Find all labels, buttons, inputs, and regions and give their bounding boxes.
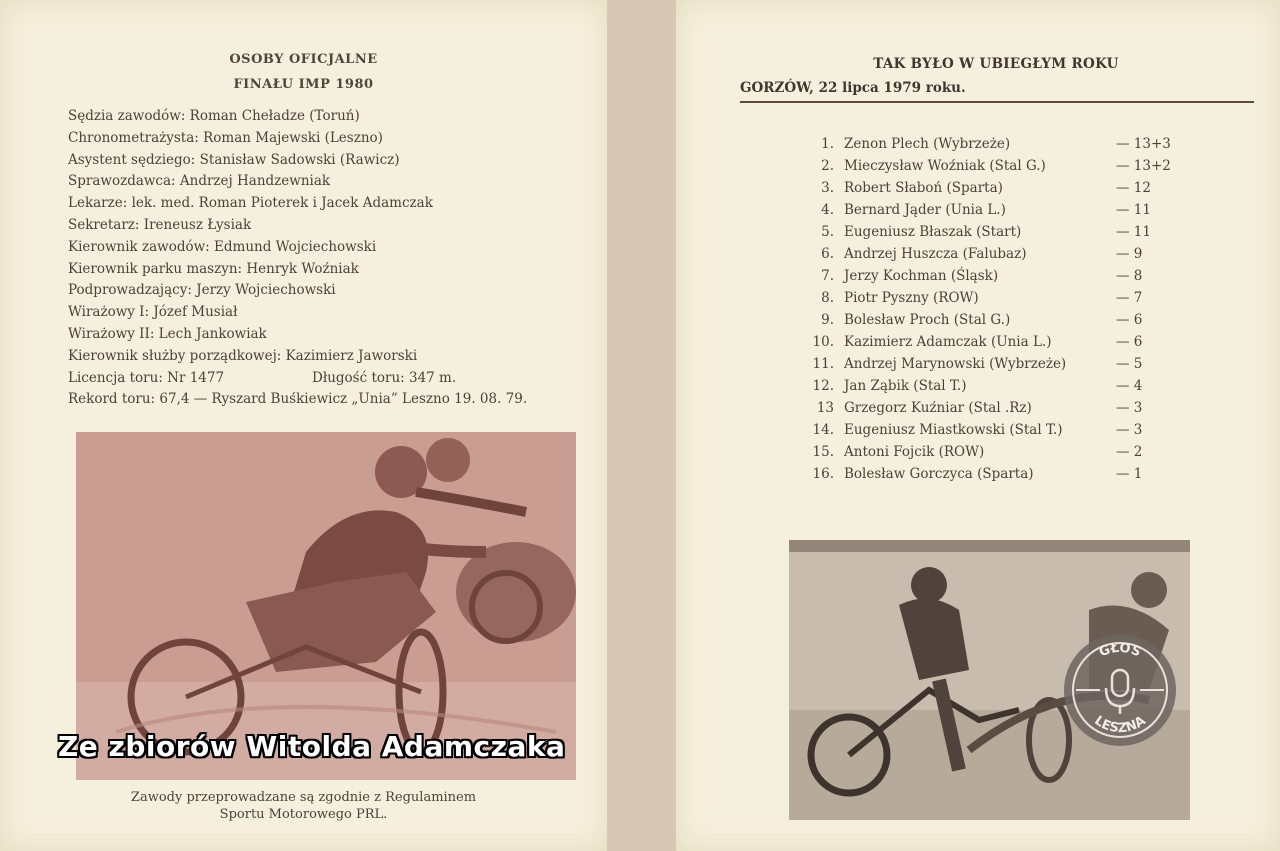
result-pos: 16. (812, 466, 834, 482)
result-row (806, 312, 1196, 334)
result-name: Andrzej Huszcza (Falubaz) (844, 246, 1027, 262)
header-rule (740, 101, 1254, 103)
result-pos: 4. (821, 202, 834, 218)
result-name: Jan Ząbik (Stal T.) (844, 378, 967, 394)
result-score: — 13+2 (1116, 158, 1171, 174)
result-score: — 1 (1116, 466, 1143, 482)
officials-subtitle: FINAŁU IMP 1980 (233, 77, 374, 92)
badge-top-text: GŁOS (1097, 640, 1143, 661)
officials-title: OSOBY OFICJALNE (229, 52, 378, 67)
results-table (806, 136, 1196, 488)
official-row: Asystent sędziego: Stanisław Sadowski (Rawicz) (68, 151, 400, 168)
result-score: — 12 (1116, 180, 1151, 196)
officials-list (68, 106, 588, 411)
result-row (806, 202, 1196, 224)
result-pos: 6. (821, 246, 834, 262)
result-row (806, 356, 1196, 378)
speedway-riders-illustration (76, 432, 576, 780)
result-name: Robert Słaboń (Sparta) (844, 180, 1003, 196)
result-name: Bolesław Proch (Stal G.) (844, 312, 1011, 328)
official-row: Kierownik służby porządkowej: Kazimierz Jaworski (68, 347, 418, 364)
result-row (806, 334, 1196, 356)
result-pos: 8. (821, 290, 834, 306)
result-score: — 6 (1116, 312, 1143, 328)
result-pos: 2. (821, 158, 834, 174)
result-row (806, 422, 1196, 444)
badge-bottom-text: LESZNA (1091, 713, 1149, 737)
result-row (806, 378, 1196, 400)
regulations-line-2: Sportu Motorowego PRL. (219, 807, 388, 822)
result-pos: 12. (812, 378, 834, 394)
result-pos: 3. (821, 180, 834, 196)
result-name: Eugeniusz Błaszak (Start) (844, 224, 1022, 240)
speedway-photo-left (76, 432, 576, 780)
result-pos: 14. (812, 422, 834, 438)
licence-row (68, 368, 588, 390)
result-pos: 10. (812, 334, 834, 350)
result-name: Piotr Pyszny (ROW) (844, 290, 979, 306)
result-name: Jerzy Kochman (Śląsk) (844, 268, 999, 284)
result-pos: 9. (821, 312, 834, 328)
result-name: Zenon Plech (Wybrzeże) (844, 136, 1011, 152)
official-row: Wirażowy II: Lech Jankowiak (68, 325, 267, 342)
microphone-logo-icon (1060, 630, 1180, 750)
result-pos: 13 (816, 400, 834, 416)
regulations-line-1: Zawody przeprowadzane są zgodnie z Regulaminem (130, 790, 477, 805)
result-row (806, 400, 1196, 422)
result-row (806, 180, 1196, 202)
result-pos: 11. (812, 356, 834, 372)
result-name: Mieczysław Woźniak (Stal G.) (844, 158, 1046, 174)
result-score: — 8 (1116, 268, 1143, 284)
official-row: Lekarze: lek. med. Roman Pioterek i Jacek Adamczak (68, 195, 433, 212)
result-pos: 1. (821, 136, 834, 152)
result-row (806, 224, 1196, 246)
result-score: — 6 (1116, 334, 1143, 350)
result-row (806, 268, 1196, 290)
result-name: Eugeniusz Miastkowski (Stal T.) (844, 422, 1063, 438)
result-score: — 3 (1116, 400, 1143, 416)
result-name: Kazimierz Adamczak (Unia L.) (844, 334, 1052, 350)
event-date: GORZÓW, 22 lipca 1979 roku. (740, 80, 966, 96)
result-score: — 11 (1116, 202, 1151, 218)
result-score: — 7 (1116, 290, 1143, 306)
result-pos: 15. (812, 444, 834, 460)
official-row: Kierownik zawodów: Edmund Wojciechowski (68, 238, 377, 255)
official-row: Kierownik parku maszyn: Henryk Woźniak (68, 260, 359, 277)
glos-leszna-logo (1060, 630, 1180, 750)
track-licence: Licencja toru: Nr 1477 (68, 369, 225, 386)
result-name: Andrzej Marynowski (Wybrzeże) (844, 356, 1067, 372)
result-score: — 4 (1116, 378, 1143, 394)
track-record: Rekord toru: 67,4 — Ryszard Buśkiewicz „Unia” Leszno 19. 08. 79. (68, 391, 528, 408)
result-name: Bernard Jąder (Unia L.) (844, 202, 1006, 218)
result-score: — 5 (1116, 356, 1143, 372)
result-row (806, 136, 1196, 158)
track-length: Długość toru: 347 m. (312, 369, 457, 386)
result-name: Grzegorz Kuźniar (Stal .Rz) (844, 400, 1032, 416)
official-row: Chronometrażysta: Roman Majewski (Leszno) (68, 129, 383, 146)
result-pos: 5. (821, 224, 834, 240)
result-score: — 2 (1116, 444, 1143, 460)
result-score: — 13+3 (1116, 136, 1171, 152)
result-score: — 11 (1116, 224, 1151, 240)
result-pos: 7. (821, 268, 834, 284)
result-score: — 9 (1116, 246, 1143, 262)
official-row: Sekretarz: Ireneusz Łysiak (68, 216, 252, 233)
result-score: — 3 (1116, 422, 1143, 438)
official-row: Podprowadzający: Jerzy Wojciechowski (68, 282, 336, 299)
official-row: Sprawozdawca: Andrzej Handzewniak (68, 173, 331, 190)
regulations-note (0, 789, 607, 823)
last-year-title: TAK BYŁO W UBIEGŁYM ROKU (873, 56, 1119, 72)
collection-watermark: Ze zbiorów Witolda Adamczaka (58, 730, 566, 763)
result-row (806, 466, 1196, 488)
official-row: Sędzia zawodów: Roman Cheładze (Toruń) (68, 108, 360, 124)
result-row (806, 158, 1196, 180)
result-name: Bolesław Gorczyca (Sparta) (844, 466, 1034, 482)
official-row: Wirażowy I: Józef Musiał (68, 304, 238, 321)
result-row (806, 246, 1196, 268)
result-row (806, 444, 1196, 466)
result-name: Antoni Fojcik (ROW) (844, 444, 985, 460)
result-row (806, 290, 1196, 312)
